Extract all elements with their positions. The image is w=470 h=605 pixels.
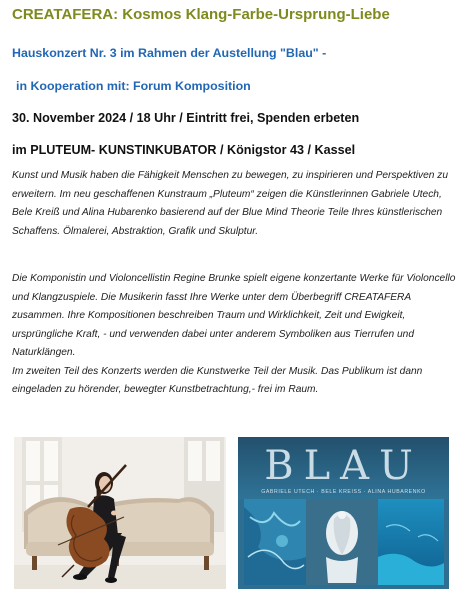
page-title: CREATAFERA: Kosmos Klang-Farbe-Ursprung-Liebe [12, 6, 390, 23]
cellist-photo-icon [14, 437, 226, 589]
subtitle-cooperation: in Kooperation mit: Forum Komposition [16, 79, 251, 93]
poster-title: BLAU [264, 443, 423, 489]
cellist-photo [14, 437, 226, 589]
intro-paragraph: Kunst und Musik haben die Fähigkeit Menschen zu bewegen, zu inspirieren und Perspektiven zu erweitern. Im neu geschaffenen Kunstraum „Pluteum“ zeigen die Künstlerinnen Gabriele Utech, Bele Kreiß und Alina Hubarenko basierend auf der Blue Mind Theorie Teile Ihres künstlerischen Schaffens. Ölmalerei, Abstraktion, Grafik und Skulptur. [12, 170, 449, 237]
second-part-text: Im zweiten Teil des Konzerts werden die Kunstwerke Teil der Musik. Das Publikum ist dann eingeladen zu hörender, bewegter Kunstbetrachtung,- frei im Raum. [12, 365, 423, 395]
blau-poster [238, 437, 449, 589]
event-date: 30. November 2024 / 18 Uhr / Eintritt frei, Spenden erbeten [12, 111, 360, 125]
poster-artists: GABRIELE UTECH · BELE KREISS · ALINA HUBARENKO [261, 489, 426, 495]
composer-paragraph [12, 270, 464, 400]
composer-text: Die Komponistin und Violoncellistin Regine Brunke spielt eigene konzertante Werke für Violoncello und Klangzuspiele. Die Musikerin fasst Ihre Werke unter dem Überbegriff CREATAFERA zusammen. Ihre Kompositionen beschreiben Traum und Wirklichkeit, Zeit und Ewigkeit, ursprüngliche Kraft, - und verwenden dabei unter anderem Symboliken aus Tierrufen und Naturklängen. [12, 273, 456, 358]
subtitle-concert: Hauskonzert Nr. 3 im Rahmen der Austellung "Blau" - [12, 46, 327, 60]
event-venue: im PLUTEUM- KUNSTINKUBATOR / Königstor 43 / Kassel [12, 143, 356, 157]
